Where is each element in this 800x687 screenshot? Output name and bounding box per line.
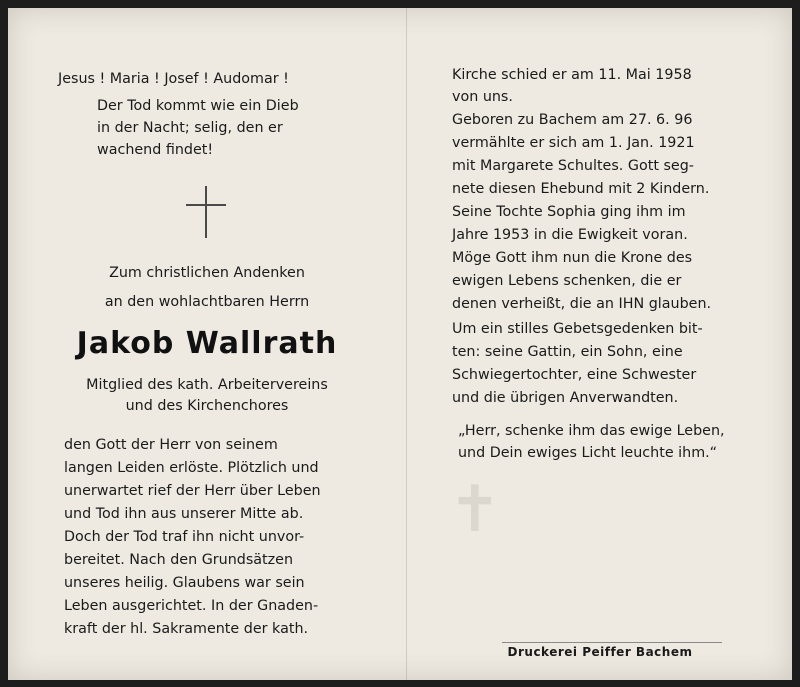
para2-line-4: nete diesen Ehebund mit 2 Kindern. xyxy=(452,181,710,197)
body-line-7: unseres heilig. Glaubens war sein xyxy=(64,575,305,591)
body-line-8: Leben ausgerichtet. In der Gnaden- xyxy=(64,598,319,614)
para3-line-4: und die übrigen Anverwandten. xyxy=(452,390,679,406)
para2-line-5: Seine Tochte Sophia ging ihm im xyxy=(452,204,686,220)
memorial-card xyxy=(8,8,792,680)
cross-icon-bar xyxy=(186,204,226,206)
printer-divider xyxy=(502,642,722,643)
para2-line-7: Möge Gott ihm nun die Krone des xyxy=(452,250,693,266)
para1-line-1: Kirche schied er am 11. Mai 1958 xyxy=(452,67,692,83)
para1-line-2: von uns. xyxy=(452,89,513,105)
verse-line-1: Der Tod kommt wie ein Dieb xyxy=(97,98,299,114)
verse-line-2: in der Nacht; selig, den er xyxy=(97,120,283,136)
para2-line-1: Geboren zu Bachem am 27. 6. 96 xyxy=(452,112,693,128)
body-line-9: kraft der hl. Sakramente der kath. xyxy=(64,621,309,637)
para2-line-2: vermählte er sich am 1. Jan. 1921 xyxy=(452,135,695,151)
para2-line-6: Jahre 1953 in die Ewigkeit voran. xyxy=(452,227,688,243)
memorial-line-1: Zum christlichen Andenken xyxy=(109,265,305,281)
membership-line-1: Mitglied des kath. Arbeitervereins xyxy=(86,377,328,393)
printer-imprint: Druckerei Peiffer Bachem xyxy=(507,645,693,659)
body-line-5: Doch der Tod traf ihn nicht unvor- xyxy=(64,529,305,545)
memorial-line-2: an den wohlachtbaren Herrn xyxy=(104,294,310,310)
prayer-line-1: „Herr, schenke ihm das ewige Leben, xyxy=(458,423,725,439)
fold-line xyxy=(406,8,407,680)
para3-line-3: Schwiegertochter, eine Schwester xyxy=(452,367,697,383)
para2-line-8: ewigen Lebens schenken, die er xyxy=(452,273,682,289)
show-through-watermark: ✝ xyxy=(448,473,506,547)
body-line-4: und Tod ihn aus unserer Mitte ab. xyxy=(64,506,304,522)
para3-line-2: ten: seine Gattin, ein Sohn, eine xyxy=(452,344,683,360)
invocation-line: Jesus ! Maria ! Josef ! Audomar ! xyxy=(58,71,289,87)
deceased-name: Jakob Wallrath xyxy=(76,326,338,361)
para2-line-3: mit Margarete Schultes. Gott seg- xyxy=(452,158,694,174)
membership-line-2: und des Kirchenchores xyxy=(125,398,289,414)
body-line-2: langen Leiden erlöste. Plötzlich und xyxy=(64,460,319,476)
prayer-line-2: und Dein ewiges Licht leuchte ihm.“ xyxy=(458,445,718,461)
cross-icon xyxy=(205,186,207,238)
para3-line-1: Um ein stilles Gebetsgedenken bit- xyxy=(452,321,703,337)
body-line-3: unerwartet rief der Herr über Leben xyxy=(64,483,321,499)
verse-line-3: wachend findet! xyxy=(97,142,214,158)
body-line-1: den Gott der Herr von seinem xyxy=(64,437,278,453)
para2-line-9: denen verheißt, die an IHN glauben. xyxy=(452,296,712,312)
body-line-6: bereitet. Nach den Grundsätzen xyxy=(64,552,294,568)
